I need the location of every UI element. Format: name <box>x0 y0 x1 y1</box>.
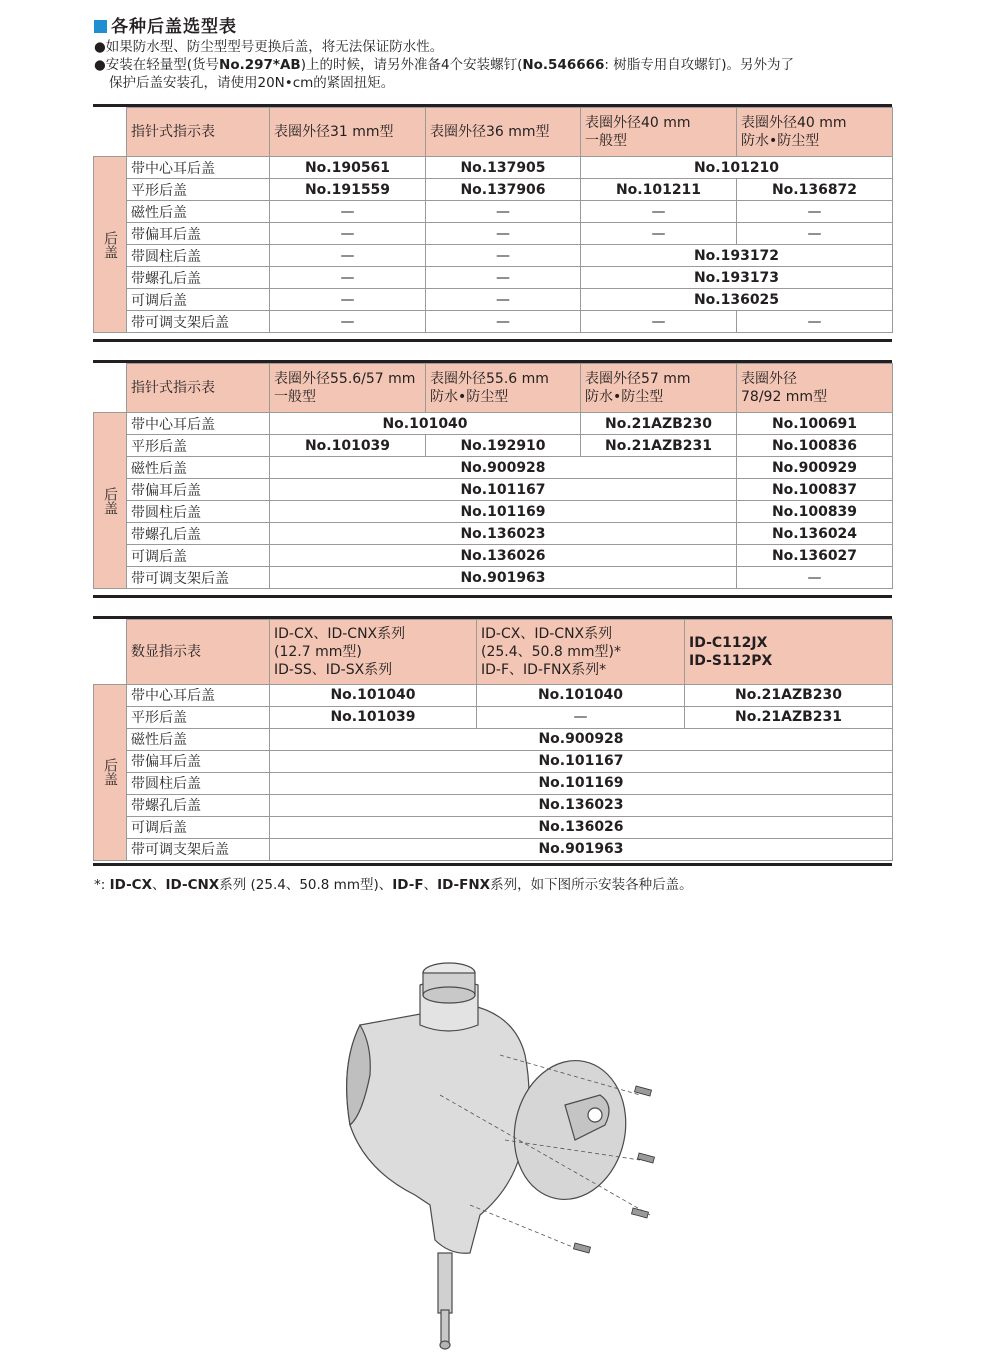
side-label-text: 后盖 <box>102 486 118 515</box>
col-head-line: 防水•防尘型 <box>741 133 820 149</box>
table2-col2 <box>426 364 581 413</box>
table-row <box>94 289 893 311</box>
table-row <box>94 267 893 289</box>
cell: No.190561 <box>270 157 426 179</box>
table3-corner: 数显指示表 <box>127 620 270 685</box>
col-head-line: 表圈外径55.6 mm <box>430 371 549 387</box>
col-head-line: 表圈外径55.6/57 mm <box>274 371 416 387</box>
row-label: 带偏耳后盖 <box>127 479 270 501</box>
cell: No.101167 <box>270 750 893 772</box>
table-row <box>94 567 893 589</box>
cell: No.900928 <box>270 728 893 750</box>
table3-col2 <box>477 620 685 685</box>
table-row <box>94 684 893 706</box>
blank-cell <box>94 620 127 685</box>
row-label: 带螺孔后盖 <box>127 267 270 289</box>
col-head-line: ID-CX、ID-CNX系列 <box>481 625 613 642</box>
row-label: 带可调支架后盖 <box>127 838 270 860</box>
blank-cell <box>94 108 127 157</box>
col-head-line: 78/92 mm型 <box>741 389 828 405</box>
table-row <box>94 223 893 245</box>
footnote-text: ID-FNX <box>437 877 491 893</box>
table1-corner: 指针式指示表 <box>127 108 270 157</box>
note-text: ●安装在轻量型(货号 <box>94 57 220 73</box>
table2-corner: 指针式指示表 <box>127 364 270 413</box>
table-row <box>94 545 893 567</box>
col-head-line: ID-SS、ID-SX系列 <box>274 661 393 678</box>
table1-col3 <box>581 108 737 157</box>
cell: — <box>737 567 893 589</box>
col-head-line: 防水•防尘型 <box>585 389 664 405</box>
cell: — <box>737 311 893 333</box>
row-label: 带圆柱后盖 <box>127 245 270 267</box>
row-label: 可调后盖 <box>127 816 270 838</box>
cell: No.101040 <box>270 684 477 706</box>
row-label: 带可调支架后盖 <box>127 311 270 333</box>
row-label: 磁性后盖 <box>127 201 270 223</box>
cell: No.137906 <box>426 179 581 201</box>
cell: No.136027 <box>737 545 893 567</box>
footnote-text: ID-CX <box>109 877 152 893</box>
cell: — <box>581 223 737 245</box>
row-label: 可调后盖 <box>127 289 270 311</box>
cell: — <box>426 267 581 289</box>
cell: — <box>426 201 581 223</box>
row-label: 带可调支架后盖 <box>127 567 270 589</box>
table-row <box>94 794 893 816</box>
cell: No.101040 <box>270 413 581 435</box>
title-text: 各种后盖选型表 <box>111 17 237 37</box>
cell: No.193172 <box>581 245 893 267</box>
table-row <box>94 523 893 545</box>
row-label: 带螺孔后盖 <box>127 794 270 816</box>
table-row <box>94 157 893 179</box>
note-model-number: No.297*AB <box>219 57 301 73</box>
note-line-1: ●如果防水型、防尘型型号更换后盖，将无法保证防水性。 <box>94 39 444 55</box>
table3-bottom-rule <box>93 863 892 866</box>
table2-header <box>94 364 893 413</box>
col-head-line: 表圈外径40 mm <box>585 115 691 131</box>
table3-col3 <box>685 620 893 685</box>
cell: No.100836 <box>737 435 893 457</box>
table3-col1 <box>270 620 477 685</box>
note-line-2 <box>94 56 894 74</box>
title-square-icon <box>94 20 107 33</box>
cell: No.100691 <box>737 413 893 435</box>
row-label: 平形后盖 <box>127 179 270 201</box>
row-label: 带圆柱后盖 <box>127 772 270 794</box>
row-label: 平形后盖 <box>127 435 270 457</box>
cell: No.101169 <box>270 772 893 794</box>
cell: No.901963 <box>270 838 893 860</box>
cell: No.101039 <box>270 706 477 728</box>
note-text: : 树脂专用自攻螺钉)。另外为了 <box>604 57 795 73</box>
row-label: 带螺孔后盖 <box>127 523 270 545</box>
col-head-line: 一般型 <box>274 389 316 405</box>
row-label: 带偏耳后盖 <box>127 750 270 772</box>
col-head-line: ID-C112JX <box>689 634 768 651</box>
col-head-line: ID-CX、ID-CNX系列 <box>274 625 406 642</box>
table1-col2: 表圈外径36 mm型 <box>426 108 581 157</box>
table2-col1 <box>270 364 426 413</box>
table1-header <box>94 108 893 157</box>
col-head-line: ID-F、ID-FNX系列* <box>481 661 607 678</box>
table1 <box>93 107 893 333</box>
cell: — <box>426 311 581 333</box>
cell: No.136026 <box>270 545 737 567</box>
table1-bottom-rule <box>93 339 892 342</box>
col-head-line: (12.7 mm型) <box>274 643 362 660</box>
page-title <box>94 12 237 37</box>
cell: No.900929 <box>737 457 893 479</box>
side-label <box>94 684 127 860</box>
back-cover-installation-illustration <box>320 955 700 1355</box>
table-row <box>94 245 893 267</box>
cell: — <box>737 223 893 245</box>
table2-bottom-rule <box>93 595 892 598</box>
table-row <box>94 435 893 457</box>
table-row <box>94 816 893 838</box>
footnote-text: 、 <box>423 877 438 893</box>
cell: No.901963 <box>270 567 737 589</box>
footnote-text: *: <box>94 877 110 893</box>
row-label: 带中心耳后盖 <box>127 413 270 435</box>
row-label: 带圆柱后盖 <box>127 501 270 523</box>
row-label: 磁性后盖 <box>127 728 270 750</box>
cell: No.192910 <box>426 435 581 457</box>
cell: No.21AZB230 <box>581 413 737 435</box>
cell: No.101040 <box>477 684 685 706</box>
guide-line <box>470 1205 580 1250</box>
cell: — <box>270 201 426 223</box>
cell: — <box>426 245 581 267</box>
cell: No.137905 <box>426 157 581 179</box>
table-row <box>94 750 893 772</box>
cell: No.101169 <box>270 501 737 523</box>
table2-col4 <box>737 364 893 413</box>
screw-icon <box>631 1208 648 1218</box>
cell: No.136024 <box>737 523 893 545</box>
cap-bottom-ellipse <box>423 987 475 1003</box>
cell: No.101039 <box>270 435 426 457</box>
side-label-text: 后盖 <box>102 758 118 786</box>
cell: No.21AZB231 <box>581 435 737 457</box>
table-row <box>94 838 893 860</box>
cell: — <box>270 311 426 333</box>
col-head-line: 表圈外径 <box>741 371 797 387</box>
contact-point-shape <box>440 1341 450 1349</box>
side-label <box>94 413 127 589</box>
cell: No.21AZB231 <box>685 706 893 728</box>
note-screw-number: No.546666 <box>522 57 605 73</box>
col-head-line: 表圈外径40 mm <box>741 115 847 131</box>
col-head-line: 防水•防尘型 <box>430 389 509 405</box>
cell: — <box>581 201 737 223</box>
cell: — <box>270 223 426 245</box>
cell: — <box>477 706 685 728</box>
cell: No.136023 <box>270 523 737 545</box>
cell: — <box>270 289 426 311</box>
cell: — <box>270 245 426 267</box>
table3 <box>93 619 893 861</box>
screw-icon <box>637 1153 654 1163</box>
cell: — <box>426 223 581 245</box>
cell: No.101167 <box>270 479 737 501</box>
cell: No.136025 <box>581 289 893 311</box>
cell: No.900928 <box>270 457 737 479</box>
footnote-text: 系列，如下图所示安装各种后盖。 <box>490 877 693 893</box>
table-row <box>94 728 893 750</box>
cell: No.136023 <box>270 794 893 816</box>
cell: No.101210 <box>581 157 893 179</box>
stem-shape <box>438 1253 452 1313</box>
table-row <box>94 413 893 435</box>
cell: No.136872 <box>737 179 893 201</box>
table-row <box>94 501 893 523</box>
cell: — <box>737 201 893 223</box>
table2 <box>93 363 893 589</box>
table-row <box>94 772 893 794</box>
spindle-shape <box>441 1310 449 1345</box>
col-head-line: (25.4、50.8 mm型)* <box>481 643 621 660</box>
row-label: 带中心耳后盖 <box>127 157 270 179</box>
table-row <box>94 479 893 501</box>
table1-col1: 表圈外径31 mm型 <box>270 108 426 157</box>
screw-icon <box>573 1243 590 1253</box>
footnote-text: ID-CNX <box>165 877 220 893</box>
note-line-3: 保护后盖安装孔，请使用20N•cm的紧固扭矩。 <box>109 75 395 91</box>
cell: — <box>426 289 581 311</box>
note-text: )上的时候，请另外准备4个安装螺钉( <box>300 57 523 73</box>
cell: No.136026 <box>270 816 893 838</box>
col-head-line: 表圈外径57 mm <box>585 371 691 387</box>
cell: — <box>270 267 426 289</box>
cell: No.101211 <box>581 179 737 201</box>
cell: No.21AZB230 <box>685 684 893 706</box>
row-label: 带中心耳后盖 <box>127 684 270 706</box>
row-label: 可调后盖 <box>127 545 270 567</box>
indicator-body-shape <box>347 1005 529 1253</box>
row-label: 磁性后盖 <box>127 457 270 479</box>
col-head-line: 一般型 <box>585 133 627 149</box>
cell: — <box>581 311 737 333</box>
table-row <box>94 457 893 479</box>
cell: No.100839 <box>737 501 893 523</box>
footnote-text: 系列 (25.4、50.8 mm型)、 <box>219 877 393 893</box>
cell: No.100837 <box>737 479 893 501</box>
table-row <box>94 201 893 223</box>
table-row <box>94 179 893 201</box>
row-label: 平形后盖 <box>127 706 270 728</box>
row-label: 带偏耳后盖 <box>127 223 270 245</box>
table2-col3 <box>581 364 737 413</box>
side-label <box>94 157 127 333</box>
table3-header <box>94 620 893 685</box>
blank-cell <box>94 364 127 413</box>
footnote <box>94 873 693 893</box>
footnote-text: 、 <box>152 877 166 893</box>
table1-col4 <box>737 108 893 157</box>
table-row <box>94 706 893 728</box>
col-head-line: ID-S112PX <box>689 652 773 669</box>
footnote-text: ID-F <box>392 877 424 893</box>
lug-hole-shape <box>588 1108 602 1122</box>
table-row <box>94 311 893 333</box>
cell: No.193173 <box>581 267 893 289</box>
side-label-text: 后盖 <box>102 230 118 259</box>
cell: No.191559 <box>270 179 426 201</box>
